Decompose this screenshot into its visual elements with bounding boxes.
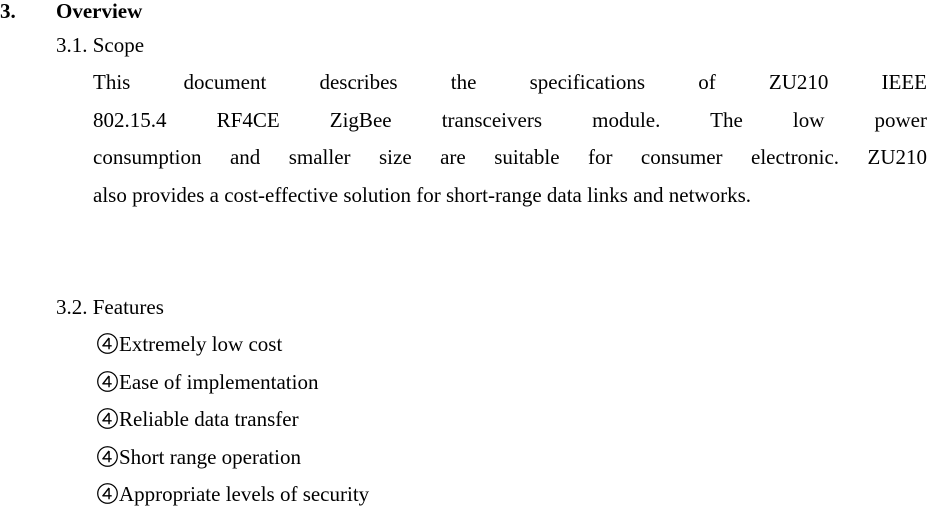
feature-text: Extremely low cost xyxy=(119,332,283,356)
section-number: 3. xyxy=(0,0,16,23)
circled-four-icon xyxy=(96,407,119,430)
feature-text: Appropriate levels of security xyxy=(119,482,370,506)
scope-line-2: 802.15.4 RF4CE ZigBee transceivers module. The low power xyxy=(93,107,927,132)
features-heading: 3.2. Features xyxy=(56,295,164,319)
circled-four-icon xyxy=(96,482,119,505)
feature-text: Reliable data transfer xyxy=(119,407,299,431)
feature-item xyxy=(96,332,369,370)
feature-text: Ease of implementation xyxy=(119,369,319,394)
feature-item xyxy=(96,370,369,408)
scope-line-1: This document describes the specifications of ZU210 IEEE xyxy=(93,70,927,94)
scope-heading: 3.1. Scope xyxy=(56,33,145,57)
feature-item xyxy=(96,445,369,483)
scope-paragraph xyxy=(93,70,927,220)
scope-line-4: also provides a cost-effective solution for short-range data links and networks. xyxy=(93,182,752,207)
feature-item xyxy=(96,482,369,520)
section-title: Overview xyxy=(56,0,143,23)
feature-item xyxy=(96,407,369,445)
feature-text: Short range operation xyxy=(119,444,301,469)
scope-line-3: consumption and smaller size are suitable for consumer electronic. ZU210 xyxy=(93,145,927,169)
feature-list xyxy=(96,332,369,520)
circled-four-icon xyxy=(96,445,119,468)
circled-four-icon xyxy=(96,332,119,355)
circled-four-icon xyxy=(96,370,119,393)
